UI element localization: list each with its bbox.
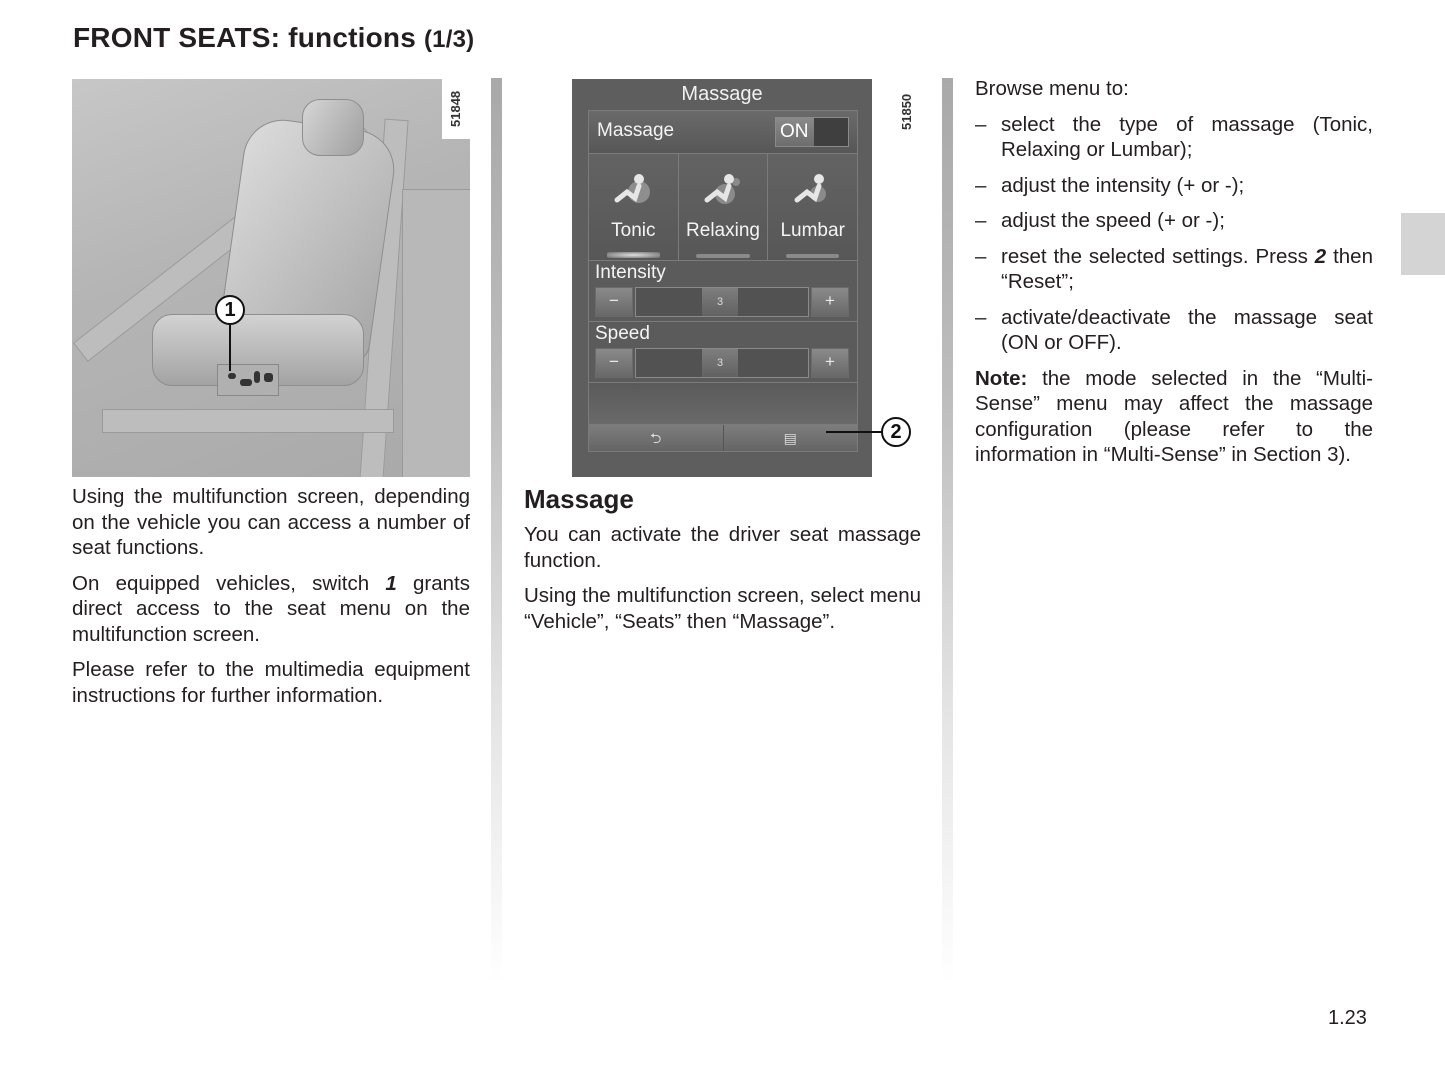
- door-panel: [402, 189, 470, 477]
- massage-toggle-row: [589, 111, 857, 154]
- multifunction-screen: [572, 79, 872, 477]
- list-item: – adjust the speed (+ or -);: [975, 208, 1373, 234]
- intensity-decrease-button[interactable]: −: [595, 287, 633, 317]
- speed-stepper: [595, 348, 849, 378]
- speed-label: Speed: [595, 323, 650, 344]
- mode-relaxing[interactable]: [679, 154, 769, 260]
- page-of-indicator: (1/3): [423, 26, 475, 53]
- mode-label: Tonic: [611, 220, 656, 241]
- section-tab-marker: [1401, 213, 1445, 275]
- page-number: 1.23: [1328, 1007, 1367, 1029]
- menu-options-list: [975, 112, 1373, 356]
- seat-switch-panel: [217, 364, 279, 396]
- list-item: [975, 244, 1373, 295]
- button-reference: 2: [1314, 244, 1327, 268]
- empty-row: [589, 383, 857, 426]
- text-span: reset the selected settings. Press: [1001, 244, 1315, 268]
- massage-on-off-toggle[interactable]: [775, 117, 849, 147]
- speed-row: [589, 322, 857, 383]
- text-span: On equipped vehicles, switch: [72, 571, 386, 595]
- callout-leader-line: [826, 431, 882, 433]
- intensity-value: 3: [702, 288, 738, 316]
- page-title-text: FRONT SEATS: functions: [73, 22, 416, 53]
- callout-leader-line: [229, 325, 231, 371]
- mode-label: Relaxing: [686, 220, 760, 241]
- column-divider: [942, 78, 953, 983]
- column-1-text: [72, 484, 470, 718]
- mode-indicator: [696, 254, 749, 258]
- speed-increase-button[interactable]: +: [811, 348, 849, 378]
- switch-reference: 1: [385, 571, 397, 595]
- column-divider: [491, 78, 502, 983]
- mode-label: Lumbar: [780, 220, 845, 241]
- callout-1: 1: [215, 295, 245, 325]
- paragraph: You can activate the driver seat massage function.: [524, 523, 921, 572]
- toggle-state: ON: [776, 118, 814, 146]
- list-item: – select the type of massage (Tonic, Relaxing or Lumbar);: [975, 112, 1373, 163]
- note: [975, 366, 1373, 468]
- speed-decrease-button[interactable]: −: [595, 348, 633, 378]
- massage-type-selector: [589, 154, 857, 261]
- intensity-slider[interactable]: [635, 287, 809, 317]
- paragraph: Using the multifunction screen, select menu “Vehicle”, “Seats” then “Massage”.: [524, 584, 921, 633]
- callout-2: 2: [881, 417, 911, 447]
- list-item: – adjust the intensity (+ or -);: [975, 173, 1373, 199]
- note-label: Note:: [975, 366, 1028, 390]
- list-intro: Browse menu to:: [975, 77, 1129, 100]
- massage-toggle-label: Massage: [597, 120, 675, 141]
- mode-indicator: [786, 254, 839, 258]
- door-sill: [102, 409, 394, 433]
- massage-seat-icon: [793, 172, 833, 208]
- massage-seat-icon: [613, 172, 653, 208]
- note-text: the mode selected in the “Multi-Sense” menu may affect the massage configuration (please refer to the information in “Multi-Sense” in Section 3).: [975, 366, 1373, 466]
- column-3-text: [975, 76, 1373, 478]
- screen-bottom-bar: [588, 424, 858, 452]
- massage-settings-panel: [588, 110, 858, 427]
- paragraph: Please refer to the multimedia equipment instructions for further information.: [72, 658, 470, 707]
- massage-seat-icon: [703, 172, 743, 208]
- speed-value: 3: [702, 349, 738, 377]
- list-item: – activate/deactivate the massage seat (ON or OFF).: [975, 305, 1373, 356]
- mode-indicator: [607, 252, 660, 258]
- intensity-label: Intensity: [595, 262, 666, 283]
- intensity-stepper: [595, 287, 849, 317]
- back-arrow-icon[interactable]: ⮌: [589, 425, 724, 451]
- mode-lumbar[interactable]: [768, 154, 857, 260]
- screen-title: Massage: [681, 83, 763, 105]
- seat-headrest: [302, 99, 364, 156]
- text-span: grants direct access to the seat menu on the multifunction screen.: [72, 571, 470, 646]
- figure-ref-number: 51850: [893, 82, 921, 142]
- text-span: then “Reset”;: [1001, 244, 1373, 293]
- intensity-row: [589, 261, 857, 322]
- page-title: [73, 22, 474, 54]
- intensity-increase-button[interactable]: +: [811, 287, 849, 317]
- column-2-text: [524, 484, 921, 644]
- mode-tonic[interactable]: [589, 154, 679, 260]
- seat-illustration: [72, 79, 470, 477]
- speed-slider[interactable]: [635, 348, 809, 378]
- figure-ref-number: 51848: [442, 79, 470, 139]
- paragraph: [72, 571, 470, 648]
- paragraph: Using the multifunction screen, depending on the vehicle you can access a number of seat functions.: [72, 485, 470, 559]
- menu-list-icon[interactable]: ▤: [724, 425, 858, 451]
- section-heading: Massage: [524, 484, 634, 514]
